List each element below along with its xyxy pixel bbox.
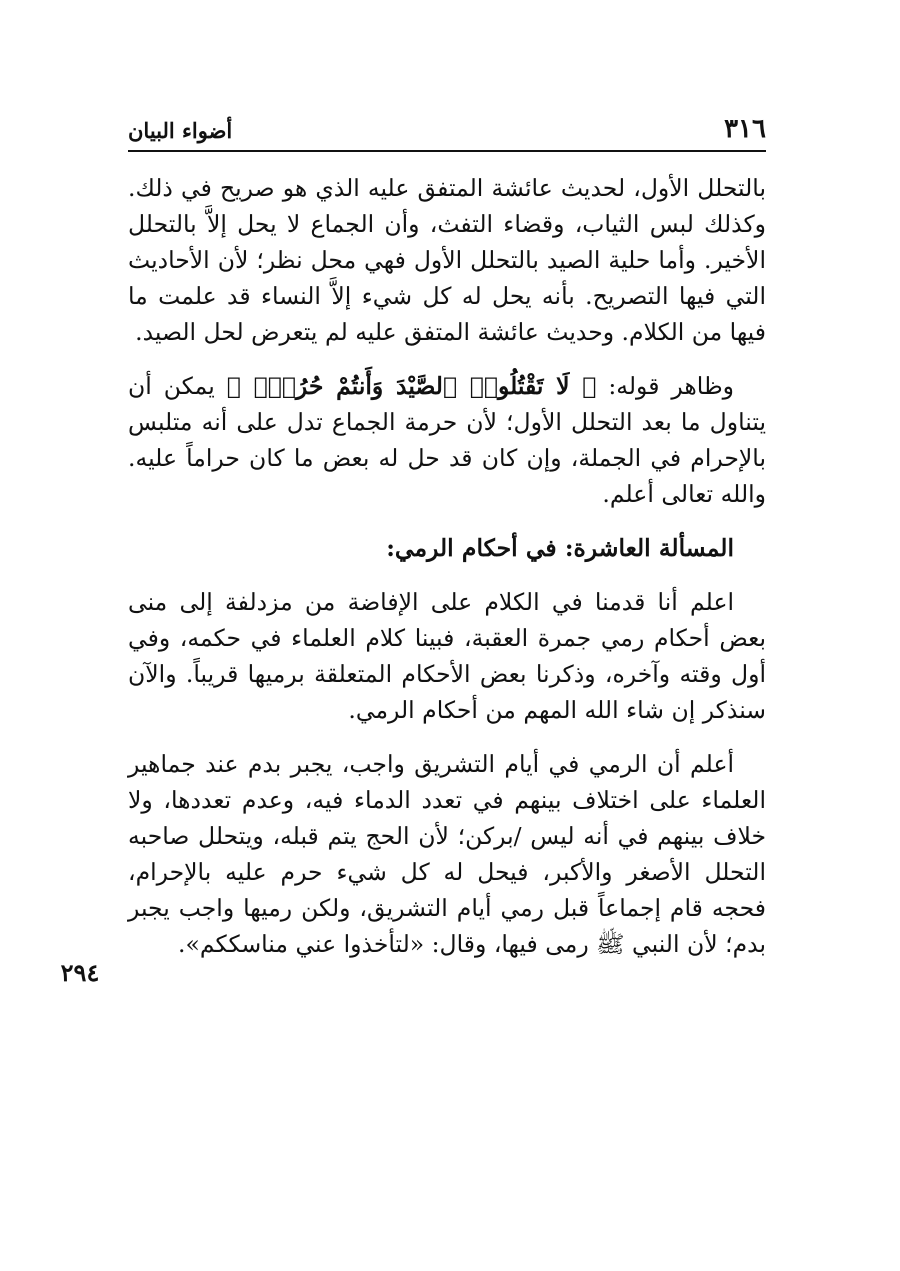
paragraph-2-rest: يمكن أن يتناول ما بعد التحلل الأول؛ لأن حرمة الجماع تدل على أنه متلبس بالإحرام في الجملة، وإن كان قد حل له بعض ما كان حراماً عليه. والله تعالى أعلم. (128, 372, 766, 508)
page-header (128, 112, 766, 152)
header-divider (128, 150, 766, 152)
page-number: ٣١٦ (724, 114, 766, 144)
paragraph-2 (128, 368, 766, 512)
paragraph-1: بالتحلل الأول، لحديث عائشة المتفق عليه الذي هو صريح في ذلك. وكذلك لبس الثياب، وقضاء التفث، وأن الجماع لا يحل إلاَّ بالتحلل الأخير. وأما حلية الصيد بالتحلل الأول فهي محل نظر؛ لأن الأحاديث التي فيها التصريح. بأنه يحل له كل شيء إلاَّ النساء قد علمت ما فيها من الكلام. وحديث عائشة المتفق عليه لم يتعرض لحل الصيد. (128, 174, 766, 346)
paragraph-2-lead: وظاهر قوله: (596, 372, 735, 400)
section-heading: المسألة العاشرة: في أحكام الرمي: (386, 534, 734, 562)
paragraph-4: أعلم أن الرمي في أيام التشريق واجب، يجبر بدم عند جماهير العلماء على اختلاف بينهم في تعدد الدماء فيه، وعدم تعددها، ولا خلاف بينهم في أنه ليس /بركن؛ لأن الحج يتم قبله، ويتحلل صاحبه التحلل الأصغر والأكبر، فيحل له كل شيء حرم عليه بالإحرام، فحجه قام إجماعاً قبل رمي أيام التشريق، ولكن رميها واجب يجبر بدم؛ لأن النبي ﷺ رمى فيها، وقال: «لتأخذوا عني مناسككم». (128, 750, 766, 958)
page-body (128, 170, 766, 980)
margin-page-reference: ٢٩٤ (60, 958, 100, 987)
quran-verse: ﴿ لَا تَقْتُلُوا۟ ٱلصَّيْدَ وَأَنتُمْ حُرُمٌۭ ﴾ (226, 372, 597, 400)
paragraph-3: اعلم أنا قدمنا في الكلام على الإفاضة من مزدلفة إلى منى بعض أحكام رمي جمرة العقبة، فبينا كلام العلماء في حكمه، وفي أول وقته وآخره، وذكرنا بعض الأحكام المتعلقة برميها قريباً. والآن سنذكر إن شاء الله المهم من أحكام الرمي. (128, 588, 766, 724)
book-title: أضواء البيان (128, 118, 233, 143)
